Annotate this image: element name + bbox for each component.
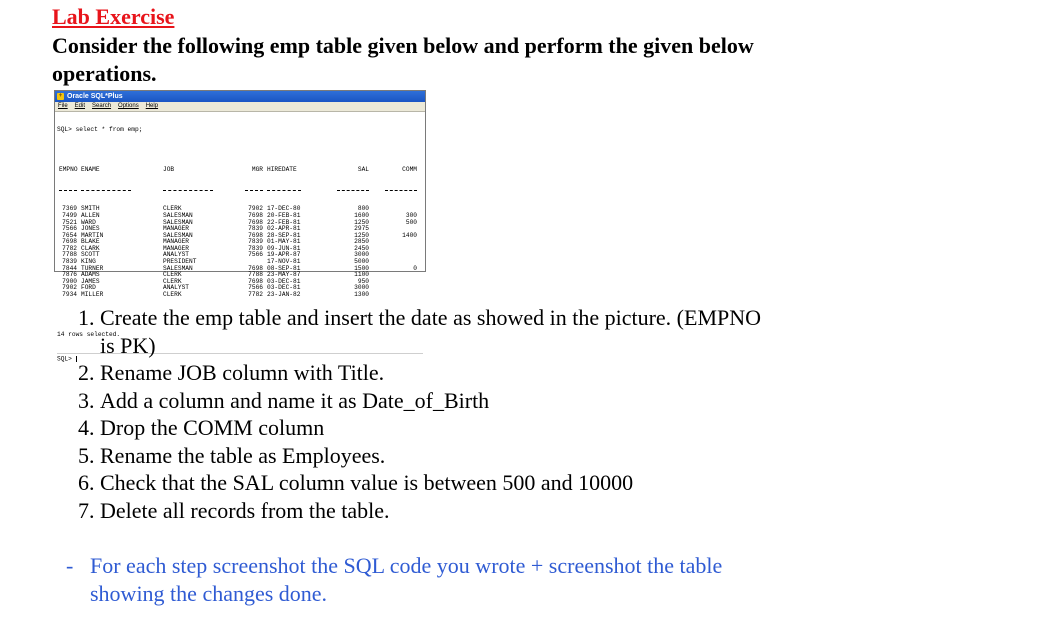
cell-hiredate: 03-DEC-81 (267, 284, 301, 292)
note-bullet: - (66, 553, 74, 578)
cell-job: SALESMAN (163, 264, 193, 272)
menu-edit: Edit (74, 103, 86, 109)
cell-empno: 7698 (62, 238, 77, 246)
cell-comm: 500 (405, 218, 417, 226)
cell-mgr: 7839 (248, 238, 263, 246)
cell-sal: 3000 (354, 284, 369, 292)
sqlplus-titlebar (55, 91, 425, 102)
cell-job: ANALYST (163, 284, 189, 292)
cell-job: CLERK (163, 205, 182, 213)
cell-job: MANAGER (163, 244, 189, 252)
table-header-row (57, 167, 423, 174)
cell-empno: 7876 (62, 271, 77, 279)
cell-job: MANAGER (163, 225, 189, 233)
cell-mgr: 7698 (248, 264, 263, 272)
cell-sal: 5000 (354, 258, 369, 266)
cell-hiredate: 17-NOV-81 (267, 258, 301, 266)
col-empno: EMPNO (59, 165, 78, 173)
cell-job: CLERK (163, 277, 182, 285)
col-hiredate: HIREDATE (267, 165, 297, 173)
cell-hiredate: 02-APR-81 (267, 225, 301, 233)
cell-ename: CLARK (81, 244, 100, 252)
cell-ename: MARTIN (81, 231, 104, 239)
cell-sal: 1300 (354, 291, 369, 299)
cell-ename: TURNER (81, 264, 104, 272)
cell-hiredate: 23-JAN-82 (267, 291, 301, 299)
cell-job: MANAGER (163, 238, 189, 246)
sqlplus-menubar (55, 102, 425, 112)
cell-empno: 7900 (62, 277, 77, 285)
cell-ename: KING (81, 258, 96, 266)
cell-mgr: 7698 (248, 211, 263, 219)
cell-ename: ADAMS (81, 271, 100, 279)
cell-empno: 7839 (62, 258, 77, 266)
cell-job: SALESMAN (163, 231, 193, 239)
col-sal: SAL (357, 165, 369, 173)
cell-ename: SMITH (81, 205, 100, 213)
sqlplus-window-title: Oracle SQL*Plus (67, 93, 123, 100)
cell-sal: 1500 (354, 264, 369, 272)
cell-empno: 7369 (62, 205, 77, 213)
emp-rows (57, 206, 423, 298)
lab-title: Lab Exercise (52, 4, 175, 29)
col-ename: ENAME (81, 165, 100, 173)
task-list (78, 304, 778, 524)
cell-empno: 7902 (62, 284, 77, 292)
list-item: 6. Check that the SAL column value is between 500 and 10000 (78, 470, 634, 495)
cell-empno: 7566 (62, 225, 77, 233)
cell-job: SALESMAN (163, 211, 193, 219)
cell-mgr: 7788 (248, 271, 263, 279)
cell-mgr: 7698 (248, 218, 263, 226)
cell-mgr: 7839 (248, 225, 263, 233)
cell-comm: 300 (405, 211, 417, 219)
cell-hiredate: 09-JUN-81 (267, 244, 301, 252)
cell-mgr: 7698 (248, 231, 263, 239)
cell-mgr: 7839 (248, 244, 263, 252)
cell-ename: FORD (81, 284, 96, 292)
cell-hiredate: 17-DEC-80 (267, 205, 301, 213)
cell-empno: 7521 (62, 218, 77, 226)
cell-empno: 7844 (62, 264, 77, 272)
list-item: 1. Create the emp table and insert the date as showed in the picture. (EMPNO is PK) (78, 305, 762, 358)
cell-job: SALESMAN (163, 218, 193, 226)
rows-selected-text: 14 rows selected. (57, 330, 121, 338)
list-item: 5. Rename the table as Employees. (78, 442, 386, 468)
cell-sal: 1100 (354, 271, 369, 279)
list-item: 7. Delete all records from the table. (78, 497, 390, 523)
col-job: JOB (163, 165, 175, 173)
cell-empno: 7934 (62, 291, 77, 299)
cell-hiredate: 22-FEB-81 (267, 218, 301, 226)
cell-ename: ALLEN (81, 211, 100, 219)
cell-sal: 800 (357, 205, 369, 213)
menu-search: Search (92, 103, 112, 109)
cell-mgr: 7566 (248, 251, 263, 259)
list-item: 4. Drop the COMM column (78, 415, 325, 440)
cell-mgr: 7902 (248, 205, 263, 213)
oracle-app-icon: + (58, 93, 63, 99)
note-text: For each step screenshot the SQL code you wrote + screenshot the table showing the changes done. (90, 553, 723, 606)
cell-hiredate: 28-SEP-81 (267, 231, 301, 239)
cell-empno: 7788 (62, 251, 77, 259)
menu-help: Help (145, 103, 159, 109)
cell-ename: JAMES (81, 277, 100, 285)
cell-ename: WARD (81, 218, 96, 226)
cell-sal: 2450 (354, 244, 369, 252)
menu-file: File (58, 103, 68, 109)
menu-options: Options (118, 103, 139, 109)
cell-sal: 1250 (354, 218, 369, 226)
cell-ename: JONES (81, 225, 100, 233)
cell-sal: 2850 (354, 238, 369, 246)
cell-sal: 2975 (354, 225, 369, 233)
header-underline (57, 187, 423, 194)
cell-empno: 7782 (62, 244, 77, 252)
cell-job: CLERK (163, 271, 182, 279)
sql-prompt: SQL> (57, 356, 76, 364)
cell-comm: 0 (413, 264, 417, 272)
text-cursor (76, 356, 77, 362)
list-item: 2. Rename JOB column with Title. (78, 360, 385, 385)
cell-mgr: 7698 (248, 277, 263, 285)
col-comm: COMM (402, 165, 417, 173)
cell-sal: 950 (357, 277, 369, 285)
cell-sal: 1250 (354, 231, 369, 239)
submission-note (66, 552, 766, 608)
cell-empno: 7499 (62, 211, 77, 219)
col-mgr: MGR (251, 165, 263, 173)
cell-hiredate: 20-FEB-81 (267, 211, 301, 219)
intro-text: Consider the following emp table given below and perform the given below operations. (52, 33, 754, 86)
cell-hiredate: 03-DEC-81 (267, 277, 301, 285)
cell-hiredate: 08-SEP-81 (267, 264, 301, 272)
cell-job: PRESIDENT (163, 258, 197, 266)
cell-sal: 1600 (354, 211, 369, 219)
cell-ename: BLAKE (81, 238, 100, 246)
table-row (57, 292, 423, 299)
cell-comm: 1400 (402, 231, 417, 239)
cell-mgr: 7566 (248, 284, 263, 292)
cell-hiredate: 01-MAY-81 (267, 238, 301, 246)
cell-ename: SCOTT (81, 251, 100, 259)
sql-query-line: SQL> select * from emp; (57, 126, 143, 134)
cell-empno: 7654 (62, 231, 77, 239)
cell-job: CLERK (163, 291, 182, 299)
cell-ename: MILLER (81, 291, 104, 299)
cell-hiredate: 19-APR-87 (267, 251, 301, 259)
cell-mgr: 7782 (248, 291, 263, 299)
cell-hiredate: 23-MAY-87 (267, 271, 301, 279)
cell-sal: 3000 (354, 251, 369, 259)
list-item: 3. Add a column and name it as Date_of_Birth (78, 387, 490, 413)
cell-job: ANALYST (163, 251, 189, 259)
heading-block (52, 4, 812, 88)
